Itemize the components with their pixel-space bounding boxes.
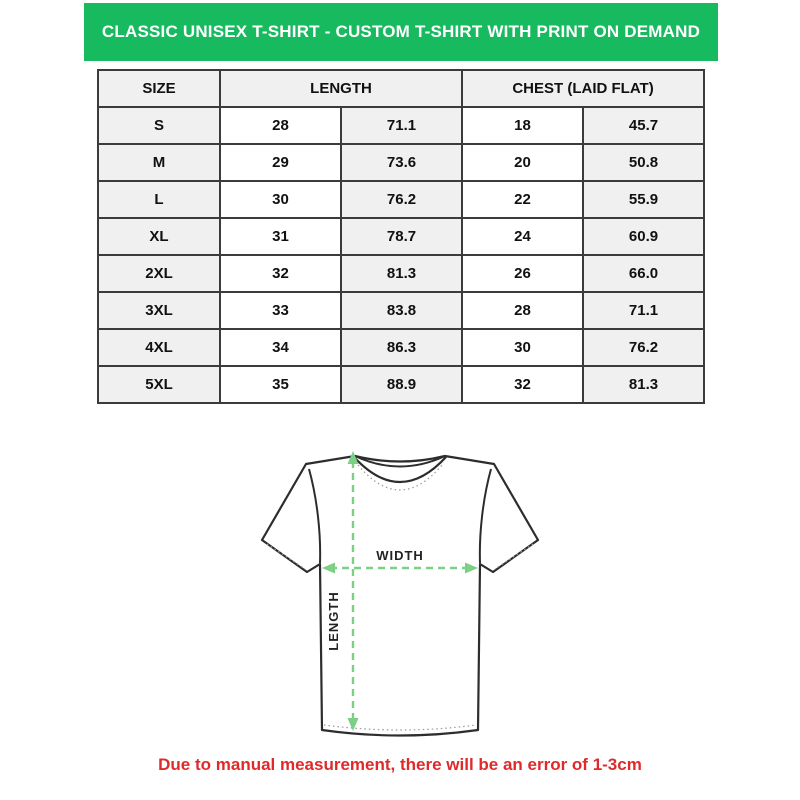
chest-in-cell: 24 [462,218,583,255]
chest-in-cell: 18 [462,107,583,144]
size-cell: 5XL [98,366,220,403]
page-title: CLASSIC UNISEX T-SHIRT - CUSTOM T-SHIRT WITH PRINT ON DEMAND [101,22,701,41]
length-cm-cell: 86.3 [341,329,462,366]
length-in-cell: 30 [220,181,341,218]
chest-cm-cell: 45.7 [583,107,704,144]
length-in-cell: 29 [220,144,341,181]
chest-cm-cell: 66.0 [583,255,704,292]
chest-cm-cell: 60.9 [583,218,704,255]
length-cm-cell: 71.1 [341,107,462,144]
size-cell: S [98,107,220,144]
chest-in-cell: 30 [462,329,583,366]
chest-cm-cell: 71.1 [583,292,704,329]
col-header-length: LENGTH [220,70,462,107]
size-cell: M [98,144,220,181]
size-cell: L [98,181,220,218]
chest-cm-cell: 55.9 [583,181,704,218]
length-cm-cell: 76.2 [341,181,462,218]
length-cm-cell: 81.3 [341,255,462,292]
length-cm-cell: 73.6 [341,144,462,181]
chest-in-cell: 32 [462,366,583,403]
length-label: LENGTH [326,591,341,651]
size-cell: 3XL [98,292,220,329]
size-cell: XL [98,218,220,255]
tshirt-outline [262,456,538,736]
table-row [98,181,704,218]
length-in-cell: 31 [220,218,341,255]
table-header-row [98,70,704,107]
length-cm-cell: 78.7 [341,218,462,255]
chest-in-cell: 28 [462,292,583,329]
chest-cm-cell: 76.2 [583,329,704,366]
chest-cm-cell: 50.8 [583,144,704,181]
table-row [98,292,704,329]
width-label: WIDTH [376,548,424,563]
length-in-cell: 28 [220,107,341,144]
length-in-cell: 35 [220,366,341,403]
measurement-note: Due to manual measurement, there will be an error of 1-3cm [158,755,642,774]
length-cm-cell: 88.9 [341,366,462,403]
table-row [98,144,704,181]
length-in-cell: 33 [220,292,341,329]
chest-in-cell: 26 [462,255,583,292]
length-in-cell: 32 [220,255,341,292]
table-row [98,255,704,292]
tshirt-diagram [250,443,550,743]
chest-in-cell: 22 [462,181,583,218]
title-banner [84,3,718,61]
size-cell: 4XL [98,329,220,366]
table-row [98,366,704,403]
length-in-cell: 34 [220,329,341,366]
tshirt-drawing [250,443,550,743]
length-cm-cell: 83.8 [341,292,462,329]
table-row [98,107,704,144]
chest-cm-cell: 81.3 [583,366,704,403]
size-cell: 2XL [98,255,220,292]
size-table [97,69,705,404]
chest-in-cell: 20 [462,144,583,181]
table-row [98,218,704,255]
col-header-size: SIZE [98,70,220,107]
table-row [98,329,704,366]
col-header-chest: CHEST (LAID FLAT) [462,70,704,107]
